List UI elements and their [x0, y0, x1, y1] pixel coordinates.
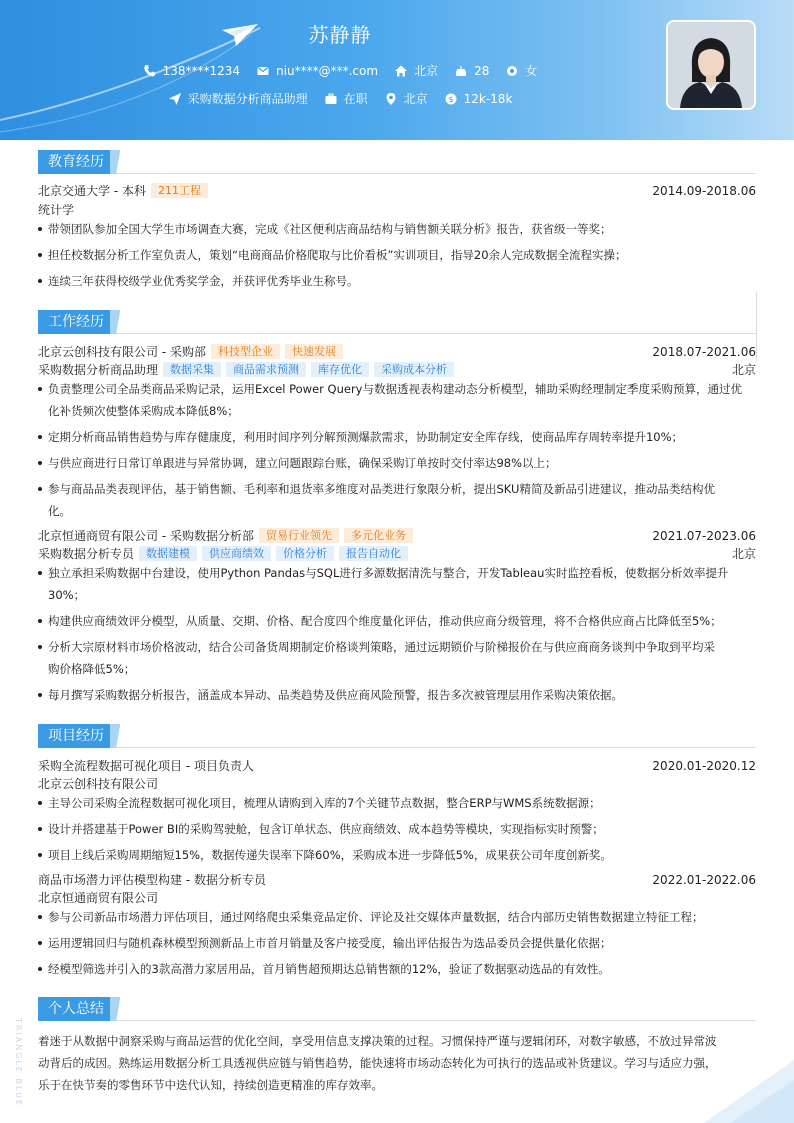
list-item: 项目上线后采购周期缩短15%，数据传递失误率下降60%，采购成本进一步降低5%，成果获公司年度创新奖。: [38, 844, 756, 866]
education-header: [38, 182, 756, 199]
project-company-row: [38, 889, 756, 906]
list-item: 与供应商进行日常订单跟进与异常协调，建立问题跟踪台账，确保采购订单按时交付率达98%以上；: [38, 452, 756, 474]
candidate-name: 苏静静: [308, 23, 372, 47]
avatar: [666, 20, 756, 110]
job-intent-row: [0, 90, 680, 107]
job-location: 北京: [731, 363, 756, 377]
project-date: 2020.01-2020.12: [652, 758, 756, 773]
email-item: [256, 64, 378, 78]
list-item-line: 化。: [48, 504, 71, 518]
gender-item: [505, 62, 537, 79]
age-item: [454, 64, 489, 78]
email-address: niu****@***.com: [276, 63, 379, 78]
list-item: 每月撰写采购数据分析报告，涵盖成本异动、品类趋势及供应商风险预警，报告多次被管理层用作采购决策依据。: [38, 684, 756, 706]
list-item: 构建供应商绩效评分模型，从质量、交期、价格、配合度四个维度量化评估，推动供应商分级管理，将不合格供应商占比降低至5%；: [38, 610, 756, 632]
list-item: 担任校数据分析工作室负责人，策划“电商商品价格爬取与比价看板”实训项目，指导20余人完成数据全流程实操；: [38, 244, 756, 266]
skill-tag: 价格分析: [276, 546, 334, 561]
list-item-line: 负责整理公司全品类商品采购记录，运用Excel Power Query与数据透视表构建动态分析模型，辅助采购经理制定季度采购预算，通过优: [48, 382, 742, 396]
list-item: 运用逻辑回归与随机森林模型预测新品上市首月销量及客户接受度，输出评估报告为选品委员会提供量化依据；: [38, 932, 756, 954]
job-position-row: [38, 545, 756, 562]
city-item: [394, 62, 438, 79]
job-position: 采购数据分析专员: [38, 547, 135, 561]
skill-tag: 数据采集: [163, 362, 221, 377]
company-tag: 科技型企业: [211, 344, 280, 359]
section-divider: [38, 173, 756, 174]
job-position: 采购数据分析商品助理: [38, 363, 159, 377]
status-item: [324, 90, 368, 107]
list-item-line: 购价格降低5%；: [48, 662, 136, 676]
project-company: 北京云创科技有限公司: [38, 777, 159, 791]
list-item-line: 参与商品品类表现评估，基于销售额、毛利率和退货率多维度对品类进行象限分析，提出SKU精简及新品引进建议，推动品类结构优: [48, 482, 715, 496]
salary-value: 12k-18k: [463, 91, 513, 106]
side-watermark-text: TRIANGLE BLUE: [14, 1018, 23, 1107]
contact-row: [0, 62, 680, 79]
job-location: 北京: [731, 547, 756, 561]
list-item-line: 30%；: [48, 588, 86, 602]
project-header: [38, 871, 756, 888]
skill-tag: 供应商绩效: [202, 546, 271, 561]
target-job-value: 采购数据分析商品助理: [187, 92, 308, 106]
section-title: 项目经历: [38, 724, 114, 748]
section-title: 个人总结: [38, 997, 114, 1021]
job-header: [38, 527, 756, 544]
section-project: [38, 724, 756, 748]
skill-tag: 采购成本分析: [374, 362, 454, 377]
list-item: [38, 378, 756, 422]
skill-tag: 库存优化: [311, 362, 369, 377]
job-position-row: [38, 361, 756, 378]
target-city-value: 北京: [403, 92, 428, 106]
target-city-item: [384, 90, 428, 107]
section-title: 工作经历: [38, 310, 114, 334]
section-work: [38, 310, 756, 334]
salary-item: [444, 92, 513, 106]
summary-line: 动背后的成因。熟练运用数据分析工具透视供应链与销售趋势，能快速将市场动态转化为可执行的选品或补货建议。学习与适应力强，: [38, 1056, 717, 1070]
list-item-line: 分析大宗原材料市场价格波动，结合公司备货周期制定价格谈判策略，通过远期锁价与阶梯报价在与供应商商务谈判中争取到平均采: [48, 640, 715, 654]
location-icon: [384, 92, 398, 106]
svg-text:$: $: [448, 94, 454, 104]
gender-value: 女: [525, 64, 538, 78]
mail-icon: [256, 64, 270, 78]
section-divider: [38, 1020, 756, 1021]
education-major-row: [38, 201, 756, 218]
section-divider: [38, 747, 756, 748]
skill-tag: 报告自动化: [339, 546, 408, 561]
phone-icon: [143, 64, 157, 78]
briefcase-icon: [324, 92, 338, 106]
project-header: [38, 757, 756, 774]
project-title: 商品市场潜力评估模型构建 - 数据分析专员: [38, 873, 266, 887]
list-item: 参与公司新品市场潜力评估项目，通过网络爬虫采集竞品定价、评论及社交媒体声量数据，结合内部历史销售数据建立特征工程；: [38, 906, 756, 928]
list-item: [38, 478, 756, 522]
section-tab-tail: [110, 724, 126, 748]
section-tab-tail: [110, 150, 126, 174]
project-date: 2022.01-2022.06: [652, 872, 756, 887]
phone-number: 138****1234: [162, 63, 241, 78]
section-education: [38, 150, 756, 174]
job-date: 2021.07-2023.06: [652, 528, 756, 543]
money-icon: [444, 92, 458, 106]
skill-tag: 数据建模: [139, 546, 197, 561]
project-company-row: [38, 775, 756, 792]
section-tab-tail: [110, 310, 126, 334]
corner-triangle-decoration: [690, 1050, 794, 1123]
company-name: 北京云创科技有限公司 - 采购部: [38, 345, 206, 359]
list-item: 带领团队参加全国大学生市场调查大赛，完成《社区便利店商品结构与销售额关联分析》报告，获省级一等奖；: [38, 218, 756, 240]
list-item: 主导公司采购全流程数据可视化项目，梳理从请购到入库的7个关键节点数据，整合ERP与WMS系统数据源；: [38, 792, 756, 814]
section-title: 教育经历: [38, 150, 114, 174]
project-title: 采购全流程数据可视化项目 - 项目负责人: [38, 759, 254, 773]
section-divider: [38, 333, 756, 334]
home-icon: [394, 64, 408, 78]
major: 统计学: [38, 203, 75, 217]
phone-item: [143, 64, 240, 78]
age-value: 28: [474, 63, 490, 78]
company-name: 北京恒通商贸有限公司 - 采购数据分析部: [38, 529, 254, 543]
list-item: 连续三年获得校级学业优秀奖学金，并获评优秀毕业生称号。: [38, 270, 756, 292]
target-job-item: [168, 90, 308, 107]
list-item: 设计并搭建基于Power BI的采购驾驶舱，包含订单状态、供应商绩效、成本趋势等模块，实现指标实时预警；: [38, 818, 756, 840]
company-tag: 多元化业务: [344, 528, 413, 543]
city-value: 北京: [414, 64, 439, 78]
list-item-line: 独立承担采购数据中台建设，使用Python Pandas与SQL进行多源数据清洗与整合，开发Tableau实时监控看板，使数据分析效率提升: [48, 566, 729, 580]
company-tag: 快速发展: [285, 344, 343, 359]
school-name: 北京交通大学 - 本科: [38, 184, 146, 198]
job-date: 2018.07-2021.06: [652, 344, 756, 359]
summary-text: [38, 1030, 756, 1096]
summary-line: 乐于在快节奏的零售环节中迭代认知，持续创造更精准的库存效率。: [38, 1078, 383, 1092]
avatar-portrait: [668, 22, 754, 108]
list-item: 经模型筛选并引入的3款高潜力家居用品，首月销售超预期达总销售额的12%，验证了数据驱动选品的有效性。: [38, 958, 756, 980]
list-item-line: 化补货频次使整体采购成本降低8%；: [48, 404, 239, 418]
send-icon: [168, 92, 182, 106]
section-tab-tail: [110, 997, 126, 1021]
status-value: 在职: [343, 92, 368, 106]
summary-line: 着迷于从数据中洞察采购与商品运营的优化空间，享受用信息支撑决策的过程。习惯保持严谨与逻辑闭环，对数字敏感，不放过异常波: [38, 1034, 717, 1048]
skill-tag: 商品需求预测: [226, 362, 306, 377]
project-company: 北京恒通商贸有限公司: [38, 891, 159, 905]
job-header: [38, 343, 756, 360]
list-item: [38, 636, 756, 680]
section-summary: [38, 997, 756, 1021]
resume-header: [0, 0, 794, 140]
gender-icon: [505, 64, 519, 78]
list-item: 定期分析商品销售趋势与库存健康度，利用时间序列分解预测爆款需求，协助制定安全库存线，使商品库存周转率提升10%；: [38, 426, 756, 448]
school-tag: 211工程: [151, 183, 208, 198]
education-date: 2014.09-2018.06: [652, 183, 756, 198]
company-tag: 贸易行业领先: [259, 528, 339, 543]
list-item: [38, 562, 756, 606]
cake-icon: [454, 64, 468, 78]
decorative-line: [756, 292, 757, 362]
